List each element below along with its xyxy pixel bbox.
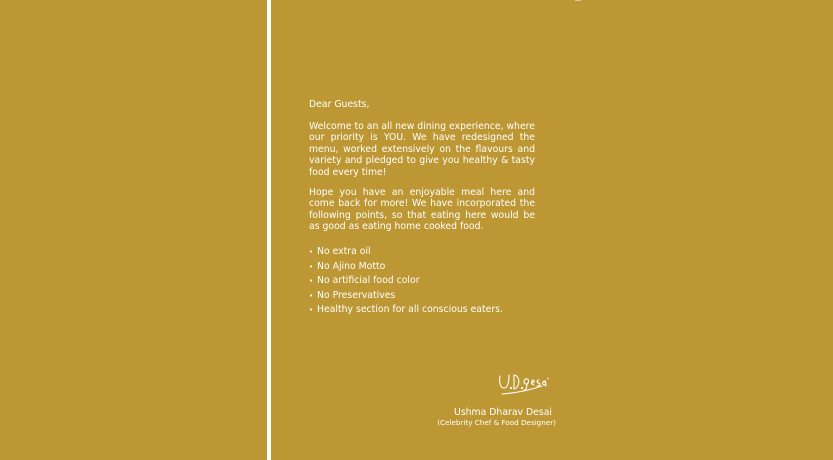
top-mark [575,0,581,1]
signature-image [496,368,552,402]
promise-list [309,245,535,318]
bullet-icon: • [309,277,314,286]
list-item [309,289,535,304]
list-item [309,274,535,289]
welcome-letter [309,99,535,318]
bullet-icon: • [309,247,314,256]
list-item-label: No Ajino Motto [317,260,386,272]
signer-title: (Celebrity Chef & Food Designer) [437,418,556,427]
list-item [309,260,535,275]
list-item-label: Healthy section for all conscious eaters. [317,304,503,316]
bullet-icon: • [309,306,314,315]
letter-paragraph-1: Welcome to an all new dining experience, where our priority is YOU. We have redesigned the menu, worked extensively on the flavours and variety and pledged to give you healthy & tasty food every time! [309,120,536,178]
letter-greeting: Dear Guests, [309,99,370,110]
bullet-icon: • [309,291,314,300]
letter-paragraph-2: Hope you have an enjoyable meal here and come back for more! We have incorporated the following points, so that eating here would be as good as eating home cooked food. [309,186,535,233]
left-panel [0,0,267,460]
list-item-label: No artificial food color [317,275,420,287]
list-item-label: No Preservatives [317,289,396,301]
list-item [309,303,535,318]
signer-name: Ushma Dharav Desai [454,407,552,418]
bullet-icon: • [309,262,314,271]
list-item-label: No extra oil [317,245,371,257]
list-item [309,245,535,260]
